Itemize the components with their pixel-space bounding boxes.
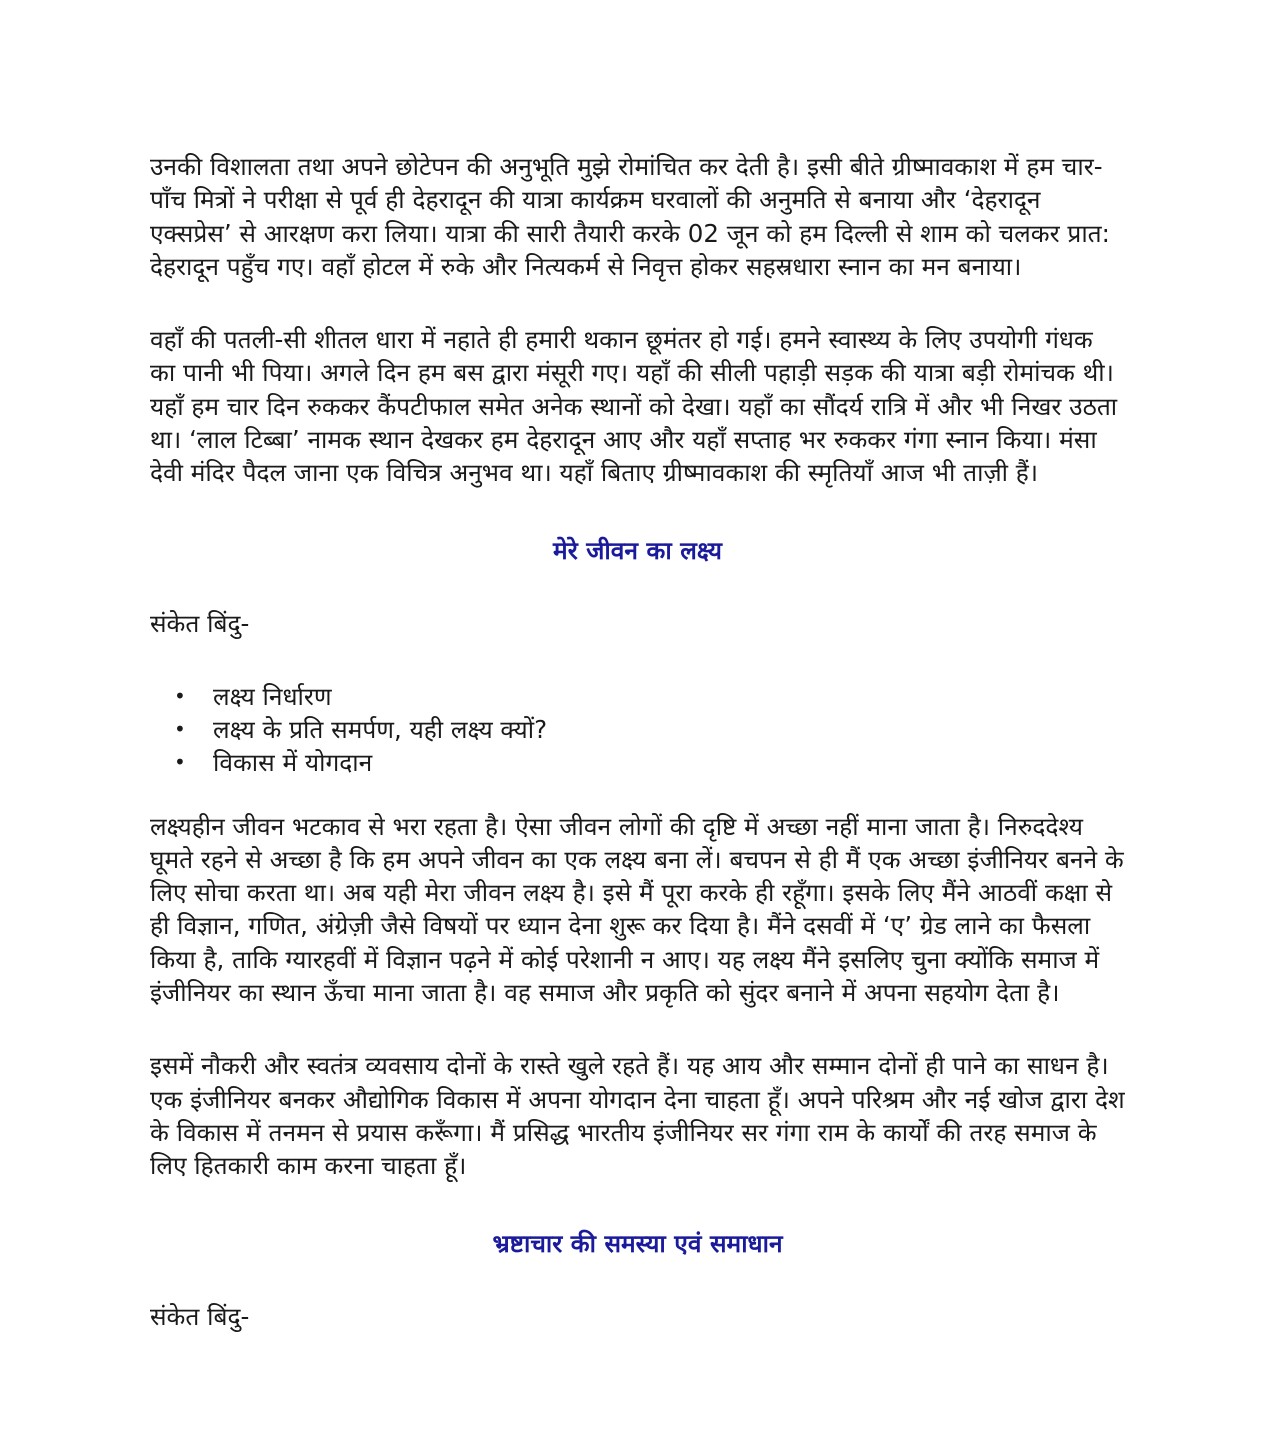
hint-point: • लक्ष्य निर्धारण <box>150 680 1125 713</box>
hint-points-label: संकेत बिंदु- <box>150 1301 250 1331</box>
hint-point: • लक्ष्य के प्रति समर्पण, यही लक्ष्य क्यों? <box>150 713 1125 746</box>
paragraph-goal-2: इसमें नौकरी और स्वतंत्र व्यवसाय दोनों के रास्ते खुले रहते हैं। यह आय और सम्मान दोनों ही पाने का साधन है। एक इंजीनियर बनकर औद्योगिक विकास में अपना योगदान देना चाहता हूँ। अपने परिश्रम और नई खोज द्वारा देश के विकास में तनमन से प्रयास करूँगा। मैं प्रसिद्ध भारतीय इंजीनियर सर गंगा राम के कार्यों की तरह समाज के लिए हितकारी काम करना चाहता हूँ। <box>150 1051 1125 1181</box>
hint-points-list <box>150 680 1125 780</box>
spacer <box>150 1260 1125 1300</box>
hint-points-label: संकेत बिंदु- <box>150 608 250 638</box>
spacer <box>150 1183 1125 1227</box>
paragraph-trip-end: वहाँ की पतली-सी शीतल धारा में नहाते ही हमारी थकान छूमंतर हो गई। हमने स्वास्थ्य के लिए उपयोगी गंधक का पानी भी पिया। अगले दिन हम बस द्वारा मंसूरी गए। यहाँ की सीली पहाड़ी सड़क की यात्रा बड़ी रोमांचक थी। यहाँ हम चार दिन रुककर कैंपटीफाल समेत अनेक स्थानों को देखा। यहाँ का सौंदर्य रात्रि में और भी निखर उठता था। ‘लाल टिब्बा’ नामक स्थान देखकर हम देहरादून आए और यहाँ सप्ताह भर रुककर गंगा स्नान किया। मंसा देवी मंदिर पैदल जाना एक विचित्र अनुभव था। यहाँ बिताए ग्रीष्मावकाश की स्मृतियाँ आज भी ताज़ी हैं। <box>150 325 1118 488</box>
spacer <box>150 780 1125 810</box>
spacer <box>150 283 1125 323</box>
essay-heading-life-goal: मेरे जीवन का लक्ष्य <box>553 535 722 565</box>
hint-point: • विकास में योगदान <box>150 746 1125 779</box>
spacer <box>150 490 1125 534</box>
spacer <box>150 640 1125 680</box>
paragraph-goal-1: लक्ष्यहीन जीवन भटकाव से भरा रहता है। ऐसा जीवन लोगों की दृष्टि में अच्छा नहीं माना जाता है। निरुददेश्य घूमते रहने से अच्छा है कि हम अपने जीवन का एक लक्ष्य बना लें। बचपन से ही मैं एक अच्छा इंजीनियर बनने के लिए सोचा करता था। अब यही मेरा जीवन लक्ष्य है। इसे मैं पूरा करके ही रहूँगा। इसके लिए मैंने आठवीं कक्षा से ही विज्ञान, गणित, अंग्रेज़ी जैसे विषयों पर ध्यान देना शुरू कर दिया है। मैंने दसवीं में ‘ए’ ग्रेड लाने का फैसला किया है, ताकि ग्यारहवीं में विज्ञान पढ़ने में कोई परेशानी न आए। यह लक्ष्य मैंने इसलिए चुना क्योंकि समाज में इंजीनियर का स्थान ऊँचा माना जाता है। वह समाज और प्रकृति को सुंदर बनाने में अपना सहयोग देता है। <box>150 811 1124 1008</box>
spacer <box>150 567 1125 607</box>
paragraph-trip-start: उनकी विशालता तथा अपने छोटेपन की अनुभूति मुझे रोमांचित कर देती है। इसी बीते ग्रीष्मावकाश में हम चार-पाँच मित्रों ने परीक्षा से पूर्व ही देहरादून की यात्रा कार्यक्रम घरवालों की अनुमति से बनाया और ‘देहरादून एक्सप्रेस’ से आरक्षण करा लिया। यात्रा की सारी तैयारी करके 02 जून को हम दिल्ली से शाम को चलकर प्रात: देहरादून पहुँच गए। वहाँ होटल में रुके और नित्यकर्म से निवृत्त होकर सहस्रधारा स्नान का मन बनाया। <box>150 152 1110 281</box>
essay-heading-corruption: भ्रष्टाचार की समस्या एवं समाधान <box>492 1228 783 1258</box>
spacer <box>150 1009 1125 1049</box>
document-page <box>150 150 1125 1333</box>
